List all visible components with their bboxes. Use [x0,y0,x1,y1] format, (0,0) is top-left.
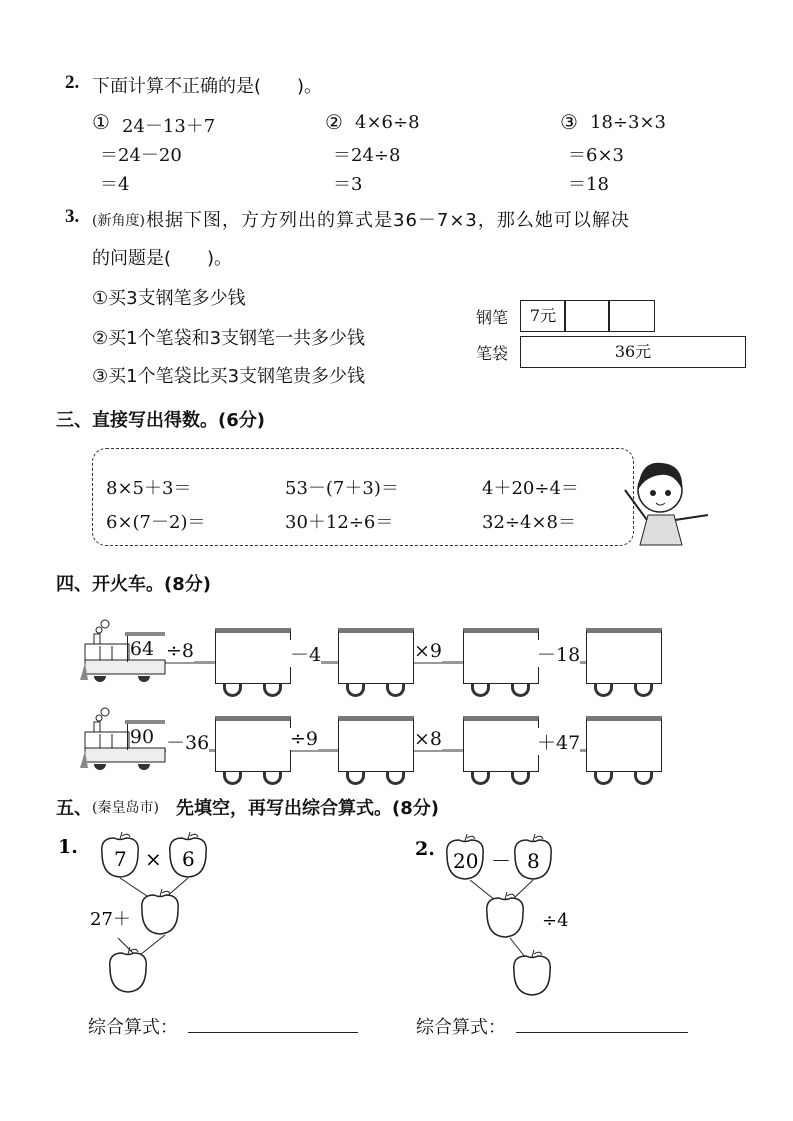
q2-option-line: ＝24÷8 [333,145,401,166]
train-operation: －18 [537,640,580,667]
section-4-title: 四、开火车。(8分) [56,574,211,595]
q3-option-1: ①买3支钢笔多少钱 [92,288,246,309]
train-operation: ×9 [414,640,443,662]
q2-option-line: ＝18 [568,174,609,195]
train-operation: ＋47 [537,728,580,755]
p1-formula-blank[interactable] [188,1032,358,1033]
section-5-title: 先填空，再写出综合算式。(8分) [176,798,439,819]
p1-formula-label: 综合算式： [88,1017,178,1038]
q2-option-line: 4×6÷8 [355,112,420,133]
train-operation: ÷8 [166,640,195,662]
section-3-title: 三、直接写出得数。(6分) [56,410,265,431]
p1-op2: 27＋ [90,909,131,930]
train-operation: ×8 [414,728,443,750]
bag-label: 笔袋 [476,344,509,363]
p2-number: 2. [415,838,435,860]
train-start-value: 64 [127,636,156,662]
q3-question-line2: 的问题是( )。 [92,248,233,269]
p2-op2: ÷4 [542,910,569,931]
p2-op: － [491,849,511,873]
q2-option-mark: ③ [560,110,578,134]
p2-formula-label: 综合算式： [416,1017,506,1038]
q2-option-line: ＝3 [333,174,363,195]
q2-question: 下面计算不正确的是( )。 [92,76,323,97]
q2-option-line: ＝4 [100,174,130,195]
section-5-tag: (秦皇岛市) [92,800,159,816]
q3-number: 3. [65,206,80,227]
q2-option-line: 18÷3×3 [590,112,666,133]
calc-problem: 53－(7＋3)＝ [285,478,399,499]
q2-option-mark: ② [325,110,343,134]
apple-2-result[interactable] [487,892,524,937]
p1-a: 7 [114,847,127,871]
apple-1-result[interactable] [142,889,179,934]
q2-option-line: ＝24－20 [100,145,182,166]
calc-problem: 6×(7－2)＝ [106,512,206,533]
q3-option-2: ②买1个笔袋和3支钢笔一共多少钱 [92,328,366,349]
apple-1-final[interactable] [110,947,147,992]
bag-cell: 36元 [520,336,746,368]
q3-tag: (新角度) [92,213,145,229]
q2-option-line: 24－13＋7 [122,116,216,137]
section-5-title-prefix: 五、 [56,798,92,819]
q2-number: 2. [65,72,80,93]
p1-op: × [145,847,162,871]
q2-option-mark: ① [92,110,110,134]
pen-label: 钢笔 [476,308,509,327]
p1-b: 6 [182,847,195,871]
p2-formula-blank[interactable] [516,1032,688,1033]
p2-b: 8 [527,849,540,873]
train-operation: ÷9 [290,728,319,750]
calc-problem: 8×5＋3＝ [106,478,192,499]
calc-problem: 30＋12÷6＝ [285,512,394,533]
calc-problem: 32÷4×8＝ [482,512,576,533]
p2-a: 20 [453,849,479,873]
q3-option-3: ③买1个笔袋比买3支钢笔贵多少钱 [92,366,366,387]
q3-question-line1: 根据下图，方方列出的算式是36－7×3，那么她可以解决 [146,210,630,231]
p1-number: 1. [58,836,78,858]
train-start-value: 90 [127,724,156,750]
apple-2-final[interactable] [514,950,551,995]
train-operation: －4 [290,640,321,667]
train-operation: －36 [166,728,209,755]
calc-problem: 4＋20÷4＝ [482,478,579,499]
pen-cell-1: 7元 [520,300,566,332]
q2-option-line: ＝6×3 [568,145,624,166]
